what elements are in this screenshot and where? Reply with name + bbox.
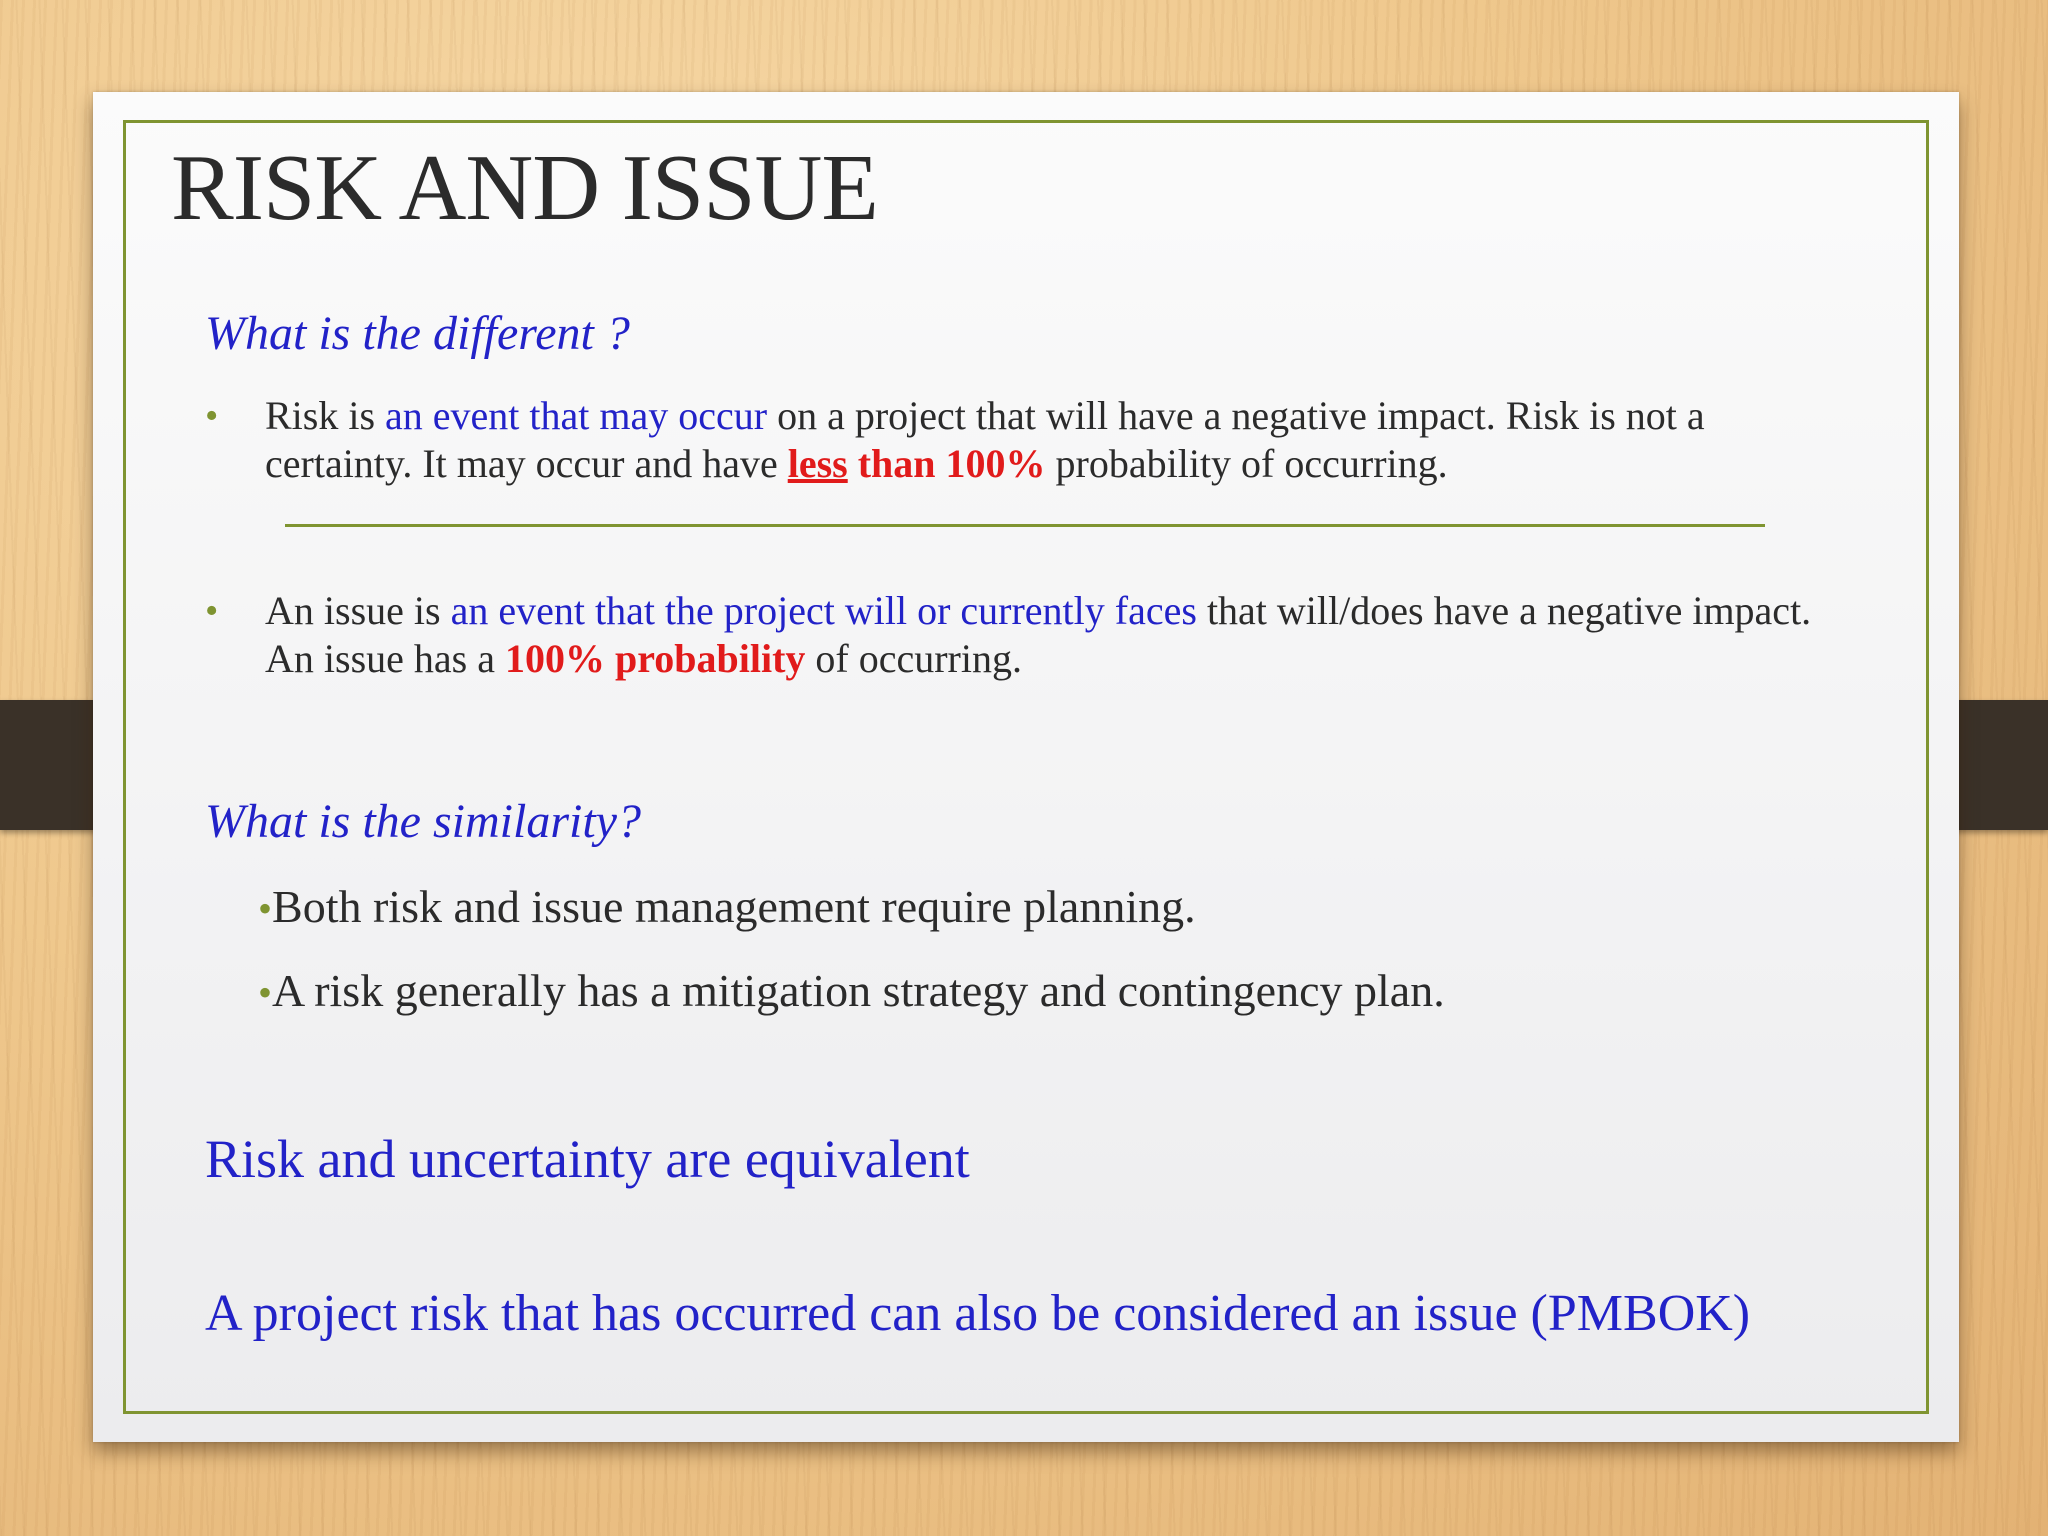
emphasis-less: less (787, 441, 848, 486)
divider-line (285, 524, 1765, 527)
slide-card (93, 92, 1959, 1442)
bullet-icon: • (205, 590, 219, 632)
slide-title: RISK AND ISSUE (171, 136, 878, 240)
question-difference: What is the different ? (205, 307, 630, 360)
risk-bullet-text: Risk is an event that may occur on a project that will have a negative impact. Risk is not a certainty. It may occur and have less than 100% probability of occurring. (265, 393, 1705, 486)
bullet-icon: • (205, 395, 219, 437)
issue-bullet (205, 587, 1825, 683)
similarity-item: •A risk generally has a mitigation strategy and contingency plan. (258, 965, 1445, 1016)
emphasis-than-100: than 100% (847, 441, 1046, 486)
question-similarity: What is the similarity? (205, 795, 641, 848)
emphasis-100-probability: 100% probability (504, 636, 806, 681)
issue-bullet-text: An issue is an event that the project will or currently faces that will/does have a negative impact. An issue has a 100% probability of occurring. (265, 588, 1812, 681)
similarity-item: •Both risk and issue management require planning. (258, 881, 1196, 932)
risk-bullet (205, 392, 1825, 488)
bullet-icon: • (258, 970, 273, 1015)
bullet-icon: • (258, 886, 273, 931)
statement-uncertainty: Risk and uncertainty are equivalent (205, 1129, 970, 1189)
statement-pmbok: A project risk that has occurred can also be considered an issue (PMBOK) (205, 1285, 1751, 1342)
